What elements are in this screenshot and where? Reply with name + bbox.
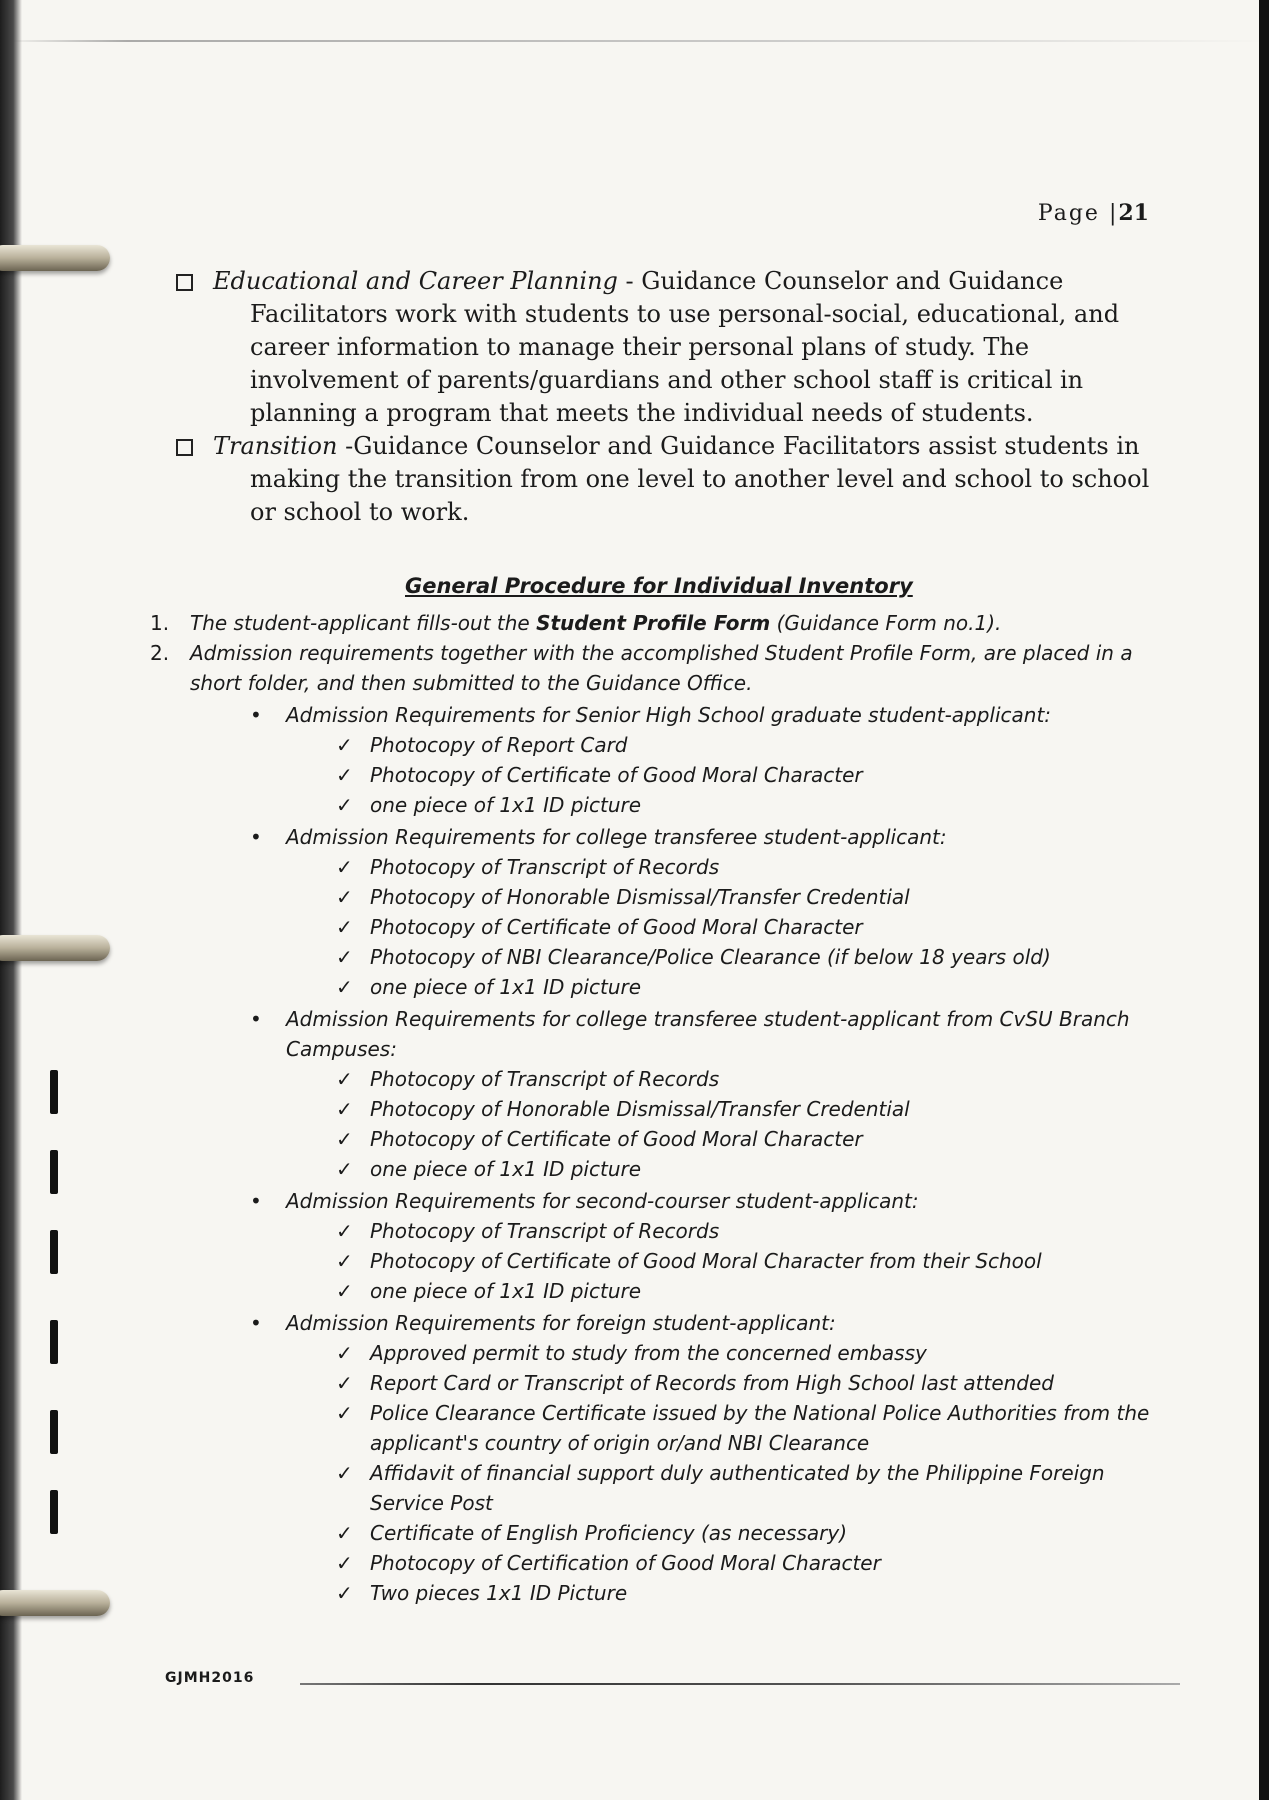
list-item: ✓ one piece of 1x1 ID picture	[336, 1276, 1160, 1306]
list-item: ✓ Photocopy of Certificate of Good Moral Character	[336, 1124, 1160, 1154]
check-icon: ✓	[336, 1551, 353, 1575]
bullet-icon: •	[250, 825, 262, 849]
check-icon: ✓	[336, 1371, 353, 1395]
check-icon: ✓	[336, 1127, 353, 1151]
check-icon: ✓	[336, 1219, 353, 1243]
list-item: ✓ Photocopy of Transcript of Records	[336, 1064, 1160, 1094]
list-item: ✓ Photocopy of Report Card	[336, 730, 1160, 760]
check-icon: ✓	[336, 885, 353, 909]
footer-code: GJMH2016	[165, 1670, 255, 1686]
list-item: ✓ Photocopy of Certification of Good Moral Character	[336, 1548, 1160, 1578]
check-icon: ✓	[336, 1341, 353, 1365]
check-icon: ✓	[336, 1249, 353, 1273]
procedure-list	[150, 608, 1160, 1608]
scan-top-line	[0, 40, 1269, 42]
list-item: ✓ Photocopy of Certificate of Good Moral Character	[336, 912, 1160, 942]
punch-hole	[50, 1410, 58, 1454]
requirement-groups	[250, 700, 1160, 1608]
bullet-icon: •	[250, 1189, 262, 1213]
list-item: ✓ one piece of 1x1 ID picture	[336, 972, 1160, 1002]
list-item: ✓ Approved permit to study from the concerned embassy	[336, 1338, 1160, 1368]
binder-ring	[0, 245, 110, 271]
list-item: ✓ Report Card or Transcript of Records from High School last attended	[336, 1368, 1160, 1398]
check-icon: ✓	[336, 1279, 353, 1303]
binder-ring	[0, 1590, 110, 1616]
check-icon: ✓	[336, 975, 353, 999]
list-item: ✓ Certificate of English Proficiency (as necessary)	[336, 1518, 1160, 1548]
check-icon: ✓	[336, 1521, 353, 1545]
list-item: ✓ Photocopy of Transcript of Records	[336, 1216, 1160, 1246]
check-icon: ✓	[336, 915, 353, 939]
section-heading: General Procedure for Individual Inventory	[405, 574, 913, 598]
requirement-group: • Admission Requirements for college transferee student-applicant from CvSU Branch Campuses: ✓ Photocopy of Transcript of Records ✓ Photocopy of Honorable Dismissal/Transfer Credential ✓ Photocopy of Certificate of Good Moral Character ✓ one piece of 1x1 ID picture	[250, 1004, 1160, 1184]
list-item: ✓ Photocopy of Certificate of Good Moral Character from their School	[336, 1246, 1160, 1276]
list-item: ✓ Photocopy of Honorable Dismissal/Transfer Credential	[336, 1094, 1160, 1124]
list-item: ✓ Photocopy of Certificate of Good Moral Character	[336, 760, 1160, 790]
check-icon: ✓	[336, 1401, 353, 1425]
list-item: ✓ Photocopy of NBI Clearance/Police Clearance (if below 18 years old)	[336, 942, 1160, 972]
scan-right-edge	[1259, 0, 1269, 1800]
check-icon: ✓	[336, 763, 353, 787]
bullet-icon: •	[250, 1007, 262, 1031]
intro-item: Transition -Guidance Counselor and Guidance Facilitators assist students in making the transition from one level to another level and school to school or school to work.	[170, 430, 1155, 529]
checkbox-bullet-icon	[176, 439, 193, 456]
requirement-group: • Admission Requirements for foreign student-applicant: ✓ Approved permit to study from the concerned embassy ✓ Report Card or Transcript of Records from High School last attended ✓ Police Clearance Certificate issued by the National Police Authorities from the applicant's country of origin or/and NBI Clearance ✓ Affidavit of financial support duly authenticated by the Philippine Foreign Service Post ✓ Certificate of English Proficiency (as necessary) ✓ Photocopy of Certification of Good Moral Character ✓ Two pieces 1x1 ID Picture	[250, 1308, 1160, 1608]
list-item: ✓ Police Clearance Certificate issued by the National Police Authorities from the applicant's country of origin or/and NBI Clearance	[336, 1398, 1160, 1458]
list-item: ✓ Photocopy of Honorable Dismissal/Transfer Credential	[336, 882, 1160, 912]
check-icon: ✓	[336, 945, 353, 969]
list-item: ✓ one piece of 1x1 ID picture	[336, 1154, 1160, 1184]
bullet-icon: •	[250, 1311, 262, 1335]
requirement-group: • Admission Requirements for Senior High School graduate student-applicant: ✓ Photocopy of Report Card ✓ Photocopy of Certificate of Good Moral Character ✓ one piece of 1x1 ID picture	[250, 700, 1160, 820]
punch-hole	[50, 1490, 58, 1534]
footer-rule	[300, 1683, 1180, 1685]
procedure-step: 1. The student-applicant fills-out the Student Profile Form (Guidance Form no.1).	[150, 611, 1002, 635]
list-item: ✓ one piece of 1x1 ID picture	[336, 790, 1160, 820]
checkbox-bullet-icon	[176, 274, 193, 291]
punch-hole	[50, 1230, 58, 1274]
check-icon: ✓	[336, 733, 353, 757]
list-item: ✓ Affidavit of financial support duly authenticated by the Philippine Foreign Service Post	[336, 1458, 1160, 1518]
check-icon: ✓	[336, 1067, 353, 1091]
list-item: ✓ Two pieces 1x1 ID Picture	[336, 1578, 1160, 1608]
check-icon: ✓	[336, 855, 353, 879]
bullet-icon: •	[250, 703, 262, 727]
check-icon: ✓	[336, 793, 353, 817]
requirement-group: • Admission Requirements for college transferee student-applicant: ✓ Photocopy of Transcript of Records ✓ Photocopy of Honorable Dismissal/Transfer Credential ✓ Photocopy of Certificate of Good Moral Character ✓ Photocopy of NBI Clearance/Police Clearance (if below 18 years old) ✓ one piece of 1x1 ID picture	[250, 822, 1160, 1002]
punch-hole	[50, 1320, 58, 1364]
page-number: Page |21	[1037, 200, 1149, 226]
check-icon: ✓	[336, 1097, 353, 1121]
check-icon: ✓	[336, 1461, 353, 1485]
punch-hole	[50, 1150, 58, 1194]
punch-hole	[50, 1070, 58, 1114]
binder-ring	[0, 935, 110, 961]
check-icon: ✓	[336, 1157, 353, 1181]
check-icon: ✓	[336, 1581, 353, 1605]
list-item: ✓ Photocopy of Transcript of Records	[336, 852, 1160, 882]
requirement-group: • Admission Requirements for second-courser student-applicant: ✓ Photocopy of Transcript of Records ✓ Photocopy of Certificate of Good Moral Character from their School ✓ one piece of 1x1 ID picture	[250, 1186, 1160, 1306]
procedure-step: 2. Admission requirements together with the accomplished Student Profile Form, are placed in a short folder, and then submitted to the Guidance Office.	[150, 641, 1133, 695]
intro-item: Educational and Career Planning - Guidance Counselor and Guidance Facilitators work with students to use personal-social, educational, and career information to manage their personal plans of study. The involvement of parents/guardians and other school staff is critical in planning a program that meets the individual needs of students.	[170, 265, 1155, 430]
